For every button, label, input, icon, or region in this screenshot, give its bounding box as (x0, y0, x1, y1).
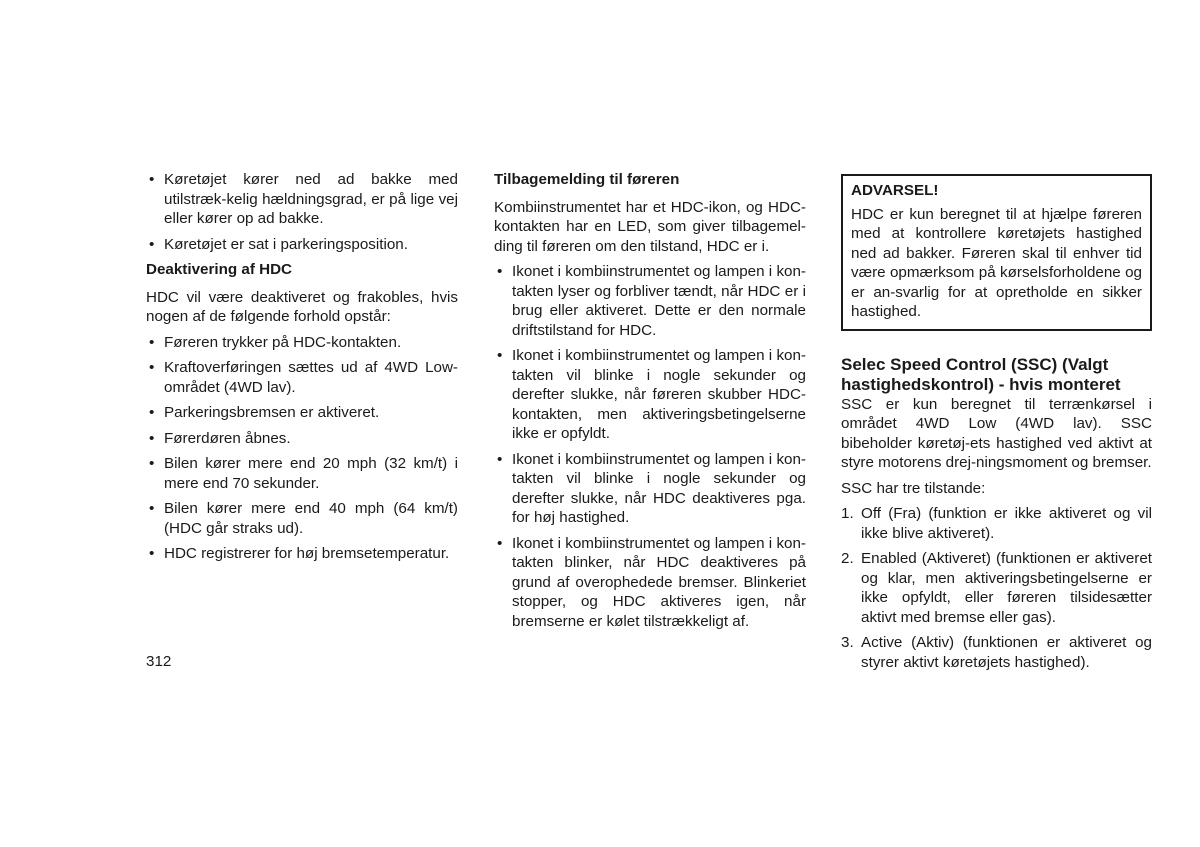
paragraph-deactivation-intro: HDC vil være deaktiveret og frakobles, hvis nogen af de følgende forhold opstår: (146, 288, 458, 325)
list-text: Enabled (Aktiveret) (funktionen er aktiveret og klar, men aktiveringsbetingelserne er ikke opfyldt, eller føreren tilsidesætter aktivt med bremse eller gas). (861, 550, 1152, 626)
numbered-list-states (841, 504, 1152, 672)
paragraph-ssc-intro: SSC er kun beregnet til terrænkørsel i området 4WD Low (4WD lav). SSC bibeholder køretøj-ets hastighed ved aktivt at styre motorens drej-ningsmoment og bremser. (841, 395, 1152, 471)
paragraph-feedback-intro: Kombiinstrumentet har et HDC-ikon, og HDC-kontakten har en LED, som giver tilbagemel-ding til føreren om den tilstand, HDC er i. (494, 198, 806, 255)
list-item: • Kraftoverføringen sættes ud af 4WD Low-området (4WD lav). (146, 358, 458, 397)
list-text: Active (Aktiv) (funktionen er aktiveret og styrer aktivt køretøjets hastighed). (861, 634, 1152, 671)
list-item: • Køretøjet kører ned ad bakke med utilstræk-kelig hældningsgrad, er på lige vej eller kører op ad bakke. (146, 170, 458, 229)
list-number: 3. (841, 634, 854, 651)
warning-title: ADVARSEL! (851, 182, 939, 199)
list-item: • HDC registrerer for høj bremsetemperatur. (146, 544, 458, 564)
list-item: • Ikonet i kombiinstrumentet og lampen i kon-takten vil blinke i nogle sekunder og derefter slukke, når føreren skubber HDC-kontakten, men aktiveringsbetingelserne ikke er opfyldt. (494, 346, 806, 444)
list-item: • Ikonet i kombiinstrumentet og lampen i kon-takten lyser og forbliver tændt, når HDC er i brug eller aktiveret. Dette er den normale driftstilstand for HDC. (494, 262, 806, 340)
paragraph-ssc-states-intro: SSC har tre tilstande: (841, 479, 986, 497)
page-number: 312 (146, 653, 172, 670)
heading-deactivation: Deaktivering af HDC (146, 261, 293, 278)
heading-feedback: Tilbagemelding til føreren (494, 171, 680, 188)
list-item (841, 504, 1152, 543)
warning-body: HDC er kun beregnet til at hjælpe føreren med at kontrollere køretøjets hastighed ned ad bakker. Føreren skal til enhver tid være opmærksom på kørselsforholdene og er an-svarlig for at opretholde en sikker hastighed. (851, 205, 1142, 320)
list-text: Off (Fra) (funktion er ikke aktiveret og vil ikke blive aktiveret). (861, 505, 1152, 542)
list-item: • Køretøjet er sat i parkeringsposition. (146, 235, 458, 255)
section-title-ssc: Selec Speed Control (SSC) (Valgt hastighedskontrol) - hvis monteret (841, 354, 1121, 394)
bullet-list-deactivation (146, 333, 458, 564)
list-item (841, 633, 1152, 672)
column-middle (494, 170, 806, 637)
bullet-list-feedback (494, 262, 806, 631)
list-item: • Føreren trykker på HDC-kontakten. (146, 333, 458, 353)
column-right (841, 170, 1152, 678)
list-item: • Ikonet i kombiinstrumentet og lampen i kon-takten vil blinke i nogle sekunder og derefter slukke, når HDC deaktiveres pga. for høj hastighed. (494, 450, 806, 528)
warning-box (841, 174, 1152, 331)
list-item: • Ikonet i kombiinstrumentet og lampen i kon-takten blinker, når HDC deaktiveres på grund af overophedede bremser. Blinkeriet stopper, og HDC aktiveres igen, når bremserne er kølet tilstrækkeligt af. (494, 534, 806, 632)
list-item: • Bilen kører mere end 40 mph (64 km/t) (HDC går straks ud). (146, 499, 458, 538)
list-number: 1. (841, 505, 854, 522)
list-item: • Førerdøren åbnes. (146, 429, 458, 449)
column-left (146, 170, 458, 570)
list-item: • Parkeringsbremsen er aktiveret. (146, 403, 458, 423)
bullet-list-conditions (146, 170, 458, 254)
list-item: • Bilen kører mere end 20 mph (32 km/t) i mere end 70 sekunder. (146, 454, 458, 493)
list-number: 2. (841, 550, 854, 567)
list-item (841, 549, 1152, 627)
